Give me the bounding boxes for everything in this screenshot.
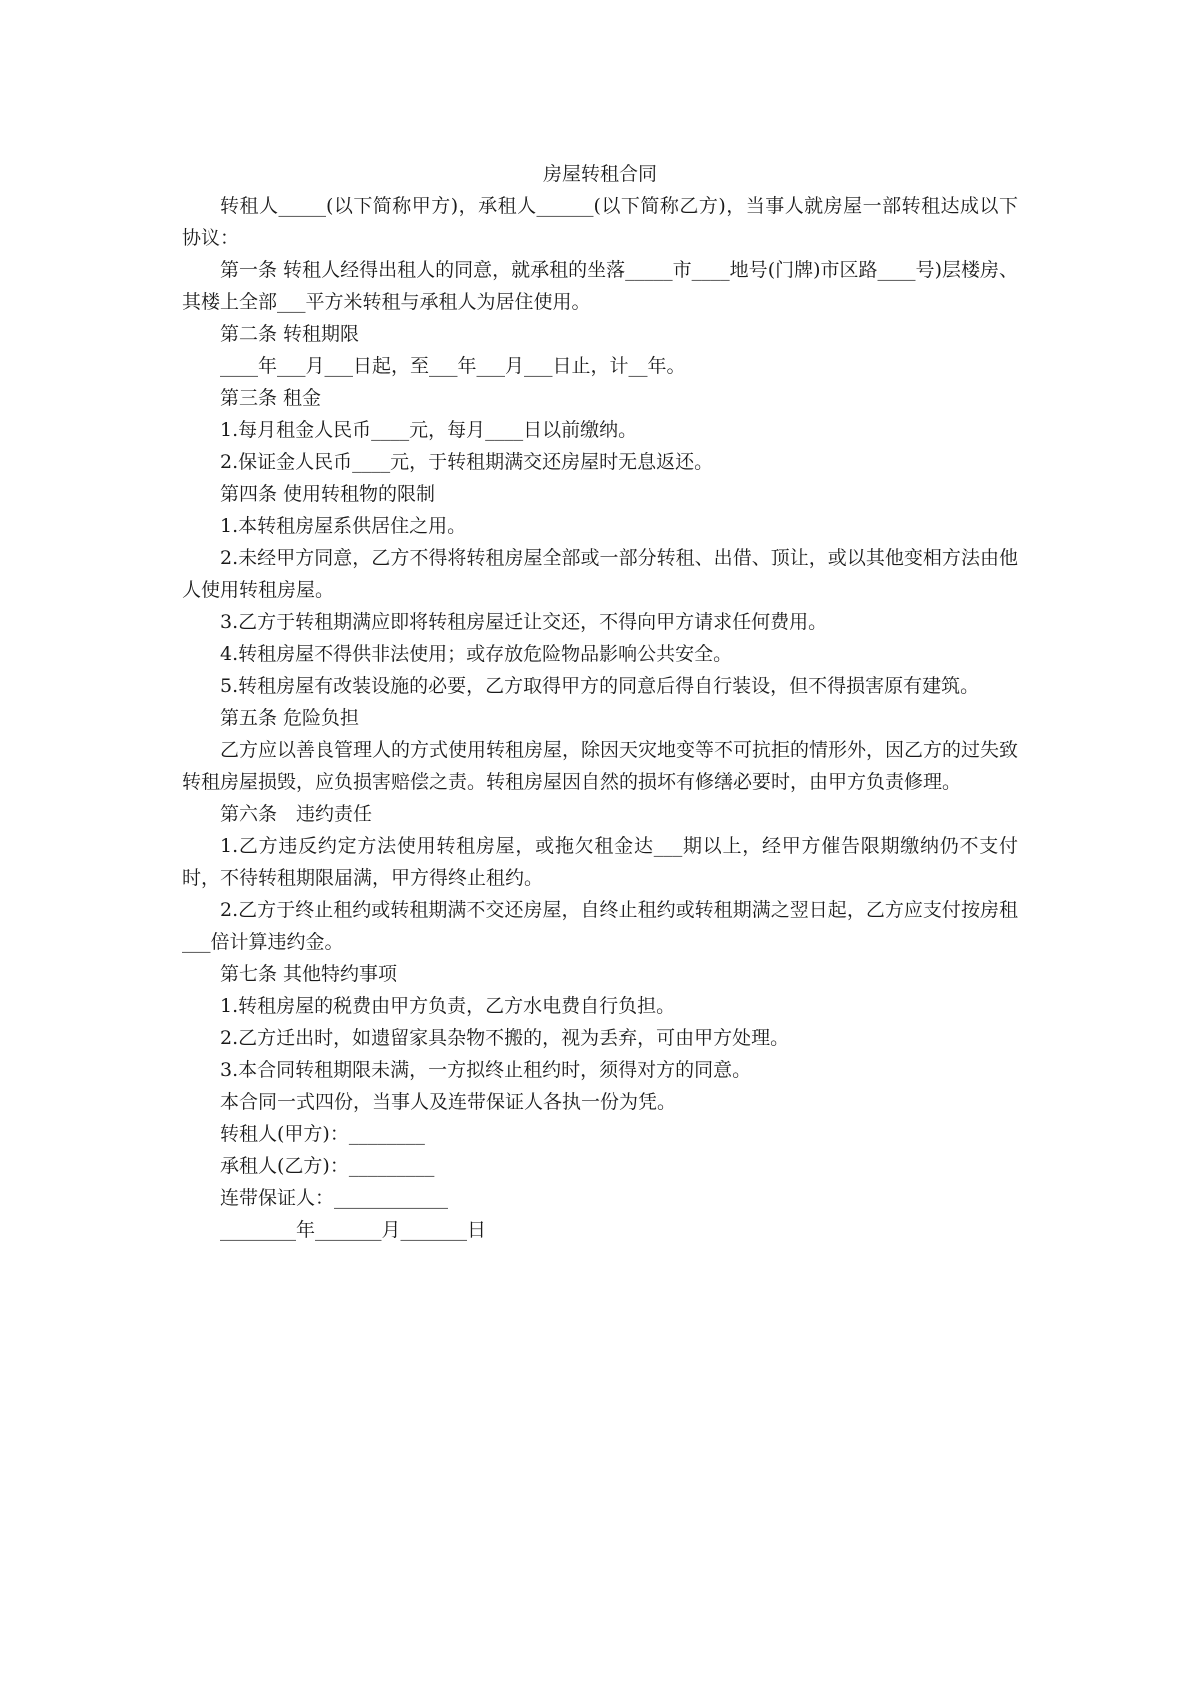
paragraph-special-1: 1.转租房屋的税费由甲方负责，乙方水电费自行负担。 xyxy=(220,995,676,1017)
paragraph-use-5: 5.转租房屋有改装设施的必要，乙方取得甲方的同意后得自行装设，但不得损害原有建筑。 xyxy=(220,675,980,697)
paragraph-copies: 本合同一式四份，当事人及连带保证人各执一份为凭。 xyxy=(220,1091,677,1113)
paragraph-article-1: 第一条 转租人经得出租人的同意，就承租的坐落_____市____地号(门牌)市区路____号)层楼房、其楼上全部___平方米转租与承租人为居住使用。 xyxy=(182,259,1018,313)
paragraph-special-2: 2.乙方迁出时，如遗留家具杂物不搬的，视为丢弃，可由甲方处理。 xyxy=(220,1027,790,1049)
heading-article-7: 第七条 其他特约事项 xyxy=(220,963,398,985)
paragraph-breach-2: 2.乙方于终止租约或转租期满不交还房屋，自终止租约或转租期满之翌日起，乙方应支付按房租___倍计算违约金。 xyxy=(182,899,1018,953)
paragraph-term-dates: ____年___月___日起，至___年___月___日止，计__年。 xyxy=(220,355,686,377)
heading-article-2: 第二条 转租期限 xyxy=(220,323,360,345)
signature-sublessor: 转租人(甲方)：________ xyxy=(220,1123,425,1145)
paragraph-use-2: 2.未经甲方同意，乙方不得将转租房屋全部或一部分转租、出借、顶让，或以其他变相方法由他人使用转租房屋。 xyxy=(182,547,1018,601)
paragraph-intro: 转租人_____(以下简称甲方)，承租人______(以下简称乙方)，当事人就房屋一部转租达成以下协议： xyxy=(182,195,1018,249)
signature-date: ________年_______月_______日 xyxy=(220,1219,487,1241)
paragraph-use-4: 4.转租房屋不得供非法使用；或存放危险物品影响公共安全。 xyxy=(220,643,733,665)
document-page xyxy=(182,158,1018,1246)
signature-guarantor: 连带保证人：____________ xyxy=(220,1187,449,1209)
paragraph-use-3: 3.乙方于转租期满应即将转租房屋迁让交还，不得向甲方请求任何费用。 xyxy=(220,611,828,633)
paragraph-breach-1: 1.乙方违反约定方法使用转租房屋，或拖欠租金达___期以上，经甲方催告限期缴纳仍不支付时，不待转租期限届满，甲方得终止租约。 xyxy=(182,835,1018,889)
paragraph-rent-2: 2.保证金人民币____元，于转租期满交还房屋时无息返还。 xyxy=(220,451,714,473)
document-title: 房屋转租合同 xyxy=(542,163,657,185)
heading-article-6: 第六条 违约责任 xyxy=(220,803,373,825)
paragraph-risk: 乙方应以善良管理人的方式使用转租房屋，除因天灾地变等不可抗拒的情形外，因乙方的过失致转租房屋损毁，应负损害赔偿之责。转租房屋因自然的损坏有修缮必要时，由甲方负责修理。 xyxy=(182,739,1019,793)
paragraph-special-3: 3.本合同转租期限未满，一方拟终止租约时，须得对方的同意。 xyxy=(220,1059,752,1081)
paragraph-use-1: 1.本转租房屋系供居住之用。 xyxy=(220,515,467,537)
signature-sublessee: 承租人(乙方)：_________ xyxy=(220,1155,435,1177)
heading-article-5: 第五条 危险负担 xyxy=(220,707,360,729)
heading-article-3: 第三条 租金 xyxy=(220,387,322,409)
heading-article-4: 第四条 使用转租物的限制 xyxy=(220,483,436,505)
paragraph-rent-1: 1.每月租金人民币____元，每月____日以前缴纳。 xyxy=(220,419,638,441)
